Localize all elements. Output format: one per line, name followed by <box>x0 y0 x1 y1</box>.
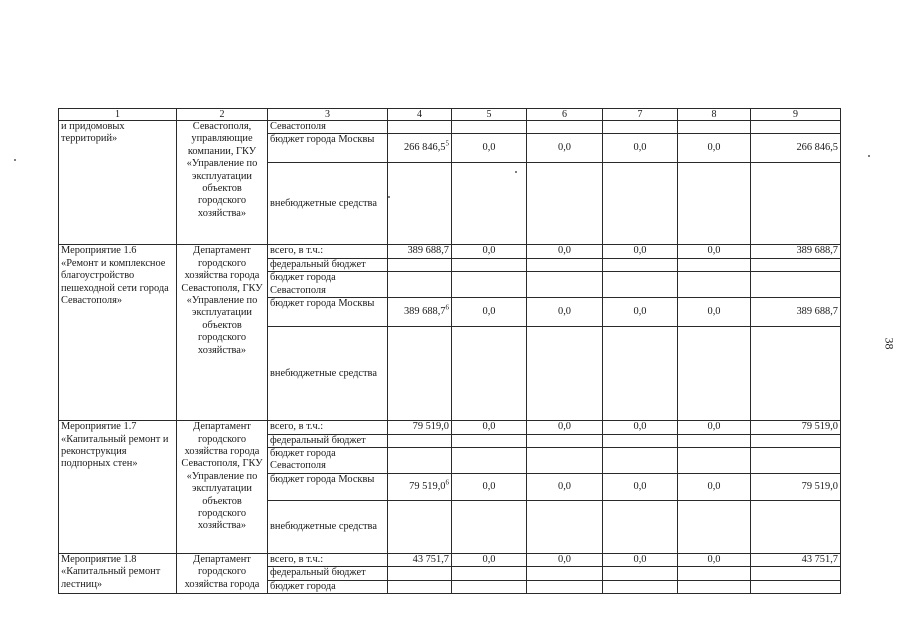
value-cell: 0,0 <box>527 554 603 567</box>
value-cell <box>751 434 841 447</box>
value-cell <box>751 448 841 474</box>
header-cell: 1 <box>59 109 177 121</box>
table-row <box>59 245 841 258</box>
value-cell <box>452 272 527 298</box>
value-cell <box>751 580 841 593</box>
value-cell <box>527 448 603 474</box>
value-cell <box>527 163 603 245</box>
value-cell <box>452 567 527 580</box>
header-cell: 4 <box>388 109 452 121</box>
value-cell <box>678 567 751 580</box>
value-cell <box>751 272 841 298</box>
funding-source: бюджет города Москвы <box>268 298 388 327</box>
measure-name: Мероприятие 1.7 «Капитальный ремонт и реконструкция подпорных стен» <box>59 421 177 554</box>
value-cell <box>388 121 452 134</box>
value-cell: 0,0 <box>452 554 527 567</box>
table-row <box>59 421 841 434</box>
funding-source: внебюджетные средства <box>268 163 388 245</box>
value-cell: 0,0 <box>527 474 603 501</box>
value-cell <box>603 567 678 580</box>
value-cell <box>751 567 841 580</box>
value-cell: 0,0 <box>678 474 751 501</box>
value-cell: 389 688,7 <box>751 298 841 327</box>
value-cell <box>527 434 603 447</box>
budget-table <box>58 108 841 594</box>
value-cell: 79 519,0 <box>751 421 841 434</box>
header-cell: 6 <box>527 109 603 121</box>
value-cell: 0,0 <box>527 298 603 327</box>
value-cell: 0,0 <box>678 245 751 258</box>
value-cell: 79 519,0 <box>751 474 841 501</box>
value-cell: 0,0 <box>678 421 751 434</box>
value-cell <box>678 121 751 134</box>
value-cell <box>751 258 841 271</box>
funding-source: всего, в т.ч.: <box>268 554 388 567</box>
funding-source: бюджет города Севастополя <box>268 448 388 474</box>
funding-source: внебюджетные средства <box>268 327 388 421</box>
value-cell <box>452 163 527 245</box>
funding-source: всего, в т.ч.: <box>268 421 388 434</box>
value-cell: 0,0 <box>527 245 603 258</box>
value-cell <box>603 163 678 245</box>
table-row <box>59 554 841 567</box>
funding-source: всего, в т.ч.: <box>268 245 388 258</box>
header-cell: 5 <box>452 109 527 121</box>
table-row <box>59 121 841 134</box>
value-cell: 0,0 <box>527 134 603 163</box>
funding-source: бюджет города <box>268 580 388 593</box>
executor-name: Департамент городского хозяйства города <box>177 554 268 594</box>
value-cell <box>527 327 603 421</box>
scan-speck <box>868 155 870 157</box>
header-cell: 8 <box>678 109 751 121</box>
value-cell <box>678 327 751 421</box>
value-cell: 0,0 <box>527 421 603 434</box>
funding-source: федеральный бюджет <box>268 567 388 580</box>
value-cell <box>603 121 678 134</box>
scan-speck <box>14 159 16 161</box>
measure-name: Мероприятие 1.8 «Капитальный ремонт лестниц» <box>59 554 177 594</box>
value-cell <box>388 163 452 245</box>
value-cell <box>388 272 452 298</box>
header-cell: 3 <box>268 109 388 121</box>
funding-source: федеральный бюджет <box>268 258 388 271</box>
executor-name: Севастополя, управляющие компании, ГКУ «Управление по эксплуатации объектов городского хозяйства» <box>177 121 268 245</box>
value-cell <box>452 258 527 271</box>
value-cell: 266 846,5 <box>751 134 841 163</box>
header-cell: 2 <box>177 109 268 121</box>
value-cell <box>603 434 678 447</box>
header-cell: 9 <box>751 109 841 121</box>
value-cell <box>452 580 527 593</box>
value-cell <box>527 272 603 298</box>
value-cell: 43 751,7 <box>751 554 841 567</box>
value-cell: 0,0 <box>452 421 527 434</box>
value-cell <box>527 567 603 580</box>
value-cell: 0,0 <box>452 298 527 327</box>
scan-speck <box>388 196 390 198</box>
measure-name: Мероприятие 1.6 «Ремонт и комплексное благоустройство пешеходной сети города Севастополя» <box>59 245 177 421</box>
value-cell <box>603 327 678 421</box>
footnote-mark: 6 <box>445 478 449 487</box>
value-cell: 0,0 <box>452 134 527 163</box>
value-cell <box>452 448 527 474</box>
value-cell <box>678 580 751 593</box>
value-cell <box>388 448 452 474</box>
value-cell <box>452 121 527 134</box>
value-cell <box>388 434 452 447</box>
funding-source: Севастополя <box>268 121 388 134</box>
value-cell <box>452 327 527 421</box>
value-cell <box>388 258 452 271</box>
value-cell <box>751 121 841 134</box>
value-cell <box>388 327 452 421</box>
funding-source: внебюджетные средства <box>268 501 388 554</box>
value-cell: 0,0 <box>603 421 678 434</box>
value-cell: 0,0 <box>678 134 751 163</box>
value-cell: 0,0 <box>452 474 527 501</box>
value-cell: 0,0 <box>603 554 678 567</box>
footnote-mark: 6 <box>445 303 449 312</box>
value-cell <box>678 272 751 298</box>
value-cell <box>603 580 678 593</box>
value-cell: 0,0 <box>452 245 527 258</box>
funding-source: бюджет города Москвы <box>268 474 388 501</box>
funding-source: федеральный бюджет <box>268 434 388 447</box>
value-cell <box>527 258 603 271</box>
value-cell <box>388 580 452 593</box>
value-cell <box>678 501 751 554</box>
value-cell <box>388 567 452 580</box>
table-header-row <box>59 109 841 121</box>
value-cell <box>452 501 527 554</box>
value-cell: 389 688,7 <box>388 245 452 258</box>
value-cell <box>751 501 841 554</box>
value-cell: 0,0 <box>603 474 678 501</box>
scan-speck <box>515 171 517 173</box>
measure-name: и придомовых территорий» <box>59 121 177 245</box>
value-cell <box>527 501 603 554</box>
value-cell <box>678 434 751 447</box>
value-cell: 0,0 <box>603 245 678 258</box>
value-cell <box>678 258 751 271</box>
value-cell <box>751 163 841 245</box>
value-cell: 266 846,5$^5$ <box>388 134 452 163</box>
value-cell <box>603 501 678 554</box>
value-cell: 79 519,0 <box>388 421 452 434</box>
value-cell: 79 519,0$^6$ <box>388 474 452 501</box>
value-cell: 43 751,7 <box>388 554 452 567</box>
funding-source: бюджет города Москвы <box>268 134 388 163</box>
value-cell: 0,0 <box>603 298 678 327</box>
value-cell <box>603 272 678 298</box>
value-cell: 0,0 <box>678 554 751 567</box>
value-cell: 0,0 <box>603 134 678 163</box>
value-cell <box>751 327 841 421</box>
executor-name: Департамент городского хозяйства города Севастополя, ГКУ «Управление по эксплуатации объектов городского хозяйства» <box>177 245 268 421</box>
value-cell <box>388 501 452 554</box>
footnote-mark: 5 <box>445 139 449 148</box>
executor-name: Департамент городского хозяйства города Севастополя, ГКУ «Управление по эксплуатации объектов городского хозяйства» <box>177 421 268 554</box>
value-cell <box>678 448 751 474</box>
value-cell <box>678 163 751 245</box>
value-cell: 389 688,7 <box>751 245 841 258</box>
value-cell <box>527 580 603 593</box>
value-cell <box>603 448 678 474</box>
header-cell: 7 <box>603 109 678 121</box>
value-cell <box>603 258 678 271</box>
value-cell <box>452 434 527 447</box>
funding-source: бюджет города Севастополя <box>268 272 388 298</box>
page-number: 38 <box>882 337 897 350</box>
value-cell: 389 688,7$^6$ <box>388 298 452 327</box>
value-cell <box>527 121 603 134</box>
value-cell: 0,0 <box>678 298 751 327</box>
